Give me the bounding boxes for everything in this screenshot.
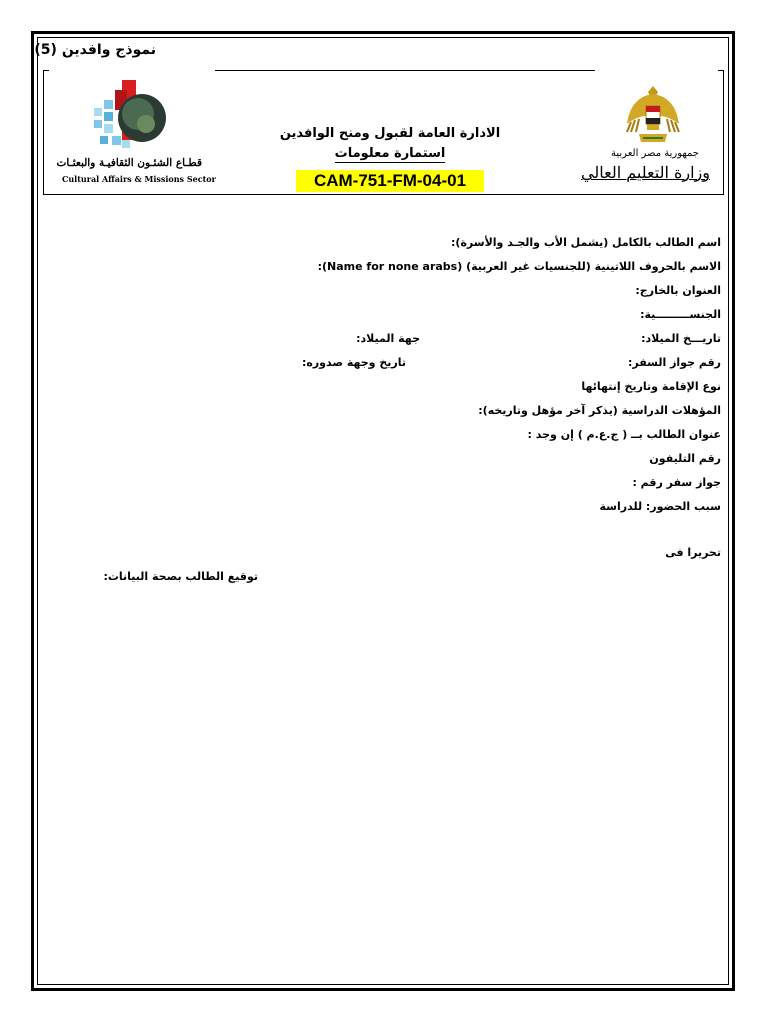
- ministry-name-arabic: وزارة التعليم العالي: [581, 163, 710, 182]
- header-corner-left: [43, 70, 49, 71]
- field-issue-date-place: تاريخ وجهة صدوره:: [301, 356, 406, 369]
- field-passport-no: رقم جواز السفر:: [627, 356, 721, 369]
- form-title: [300, 146, 480, 161]
- field-passport-number: جواز سفر رقم :: [632, 476, 721, 489]
- field-qualifications: المؤهلات الدراسية (يذكر آخر مؤهل وتاريخه):: [478, 404, 721, 417]
- field-written-on: تحريرا فى: [665, 546, 721, 559]
- field-latin-name: الاسم بالحروف اللاتينية (للجنسيات غير العربية) (Name for none arabs):: [317, 260, 721, 273]
- field-reason: سبب الحضور: للدراسة: [599, 500, 721, 513]
- country-name-arabic: جمهورية مصر العربية: [611, 148, 699, 159]
- field-residence-type: نوع الإقامة وتاريخ إنتهائها: [581, 380, 721, 393]
- sector-name-arabic: قطـاع الشئـون الثقافيـة والبعثـات: [56, 157, 202, 169]
- field-student-address: عنوان الطالب بــ ( ج.ع.م ) إن وجد :: [527, 428, 721, 441]
- field-signature: توقيع الطالب بصحة البيانات:: [103, 570, 258, 583]
- field-phone: رقم التليفون: [649, 452, 721, 465]
- field-birth-date: تاريـــخ الميلاد:: [641, 332, 721, 345]
- form-code: CAM-751-FM-04-01: [296, 170, 484, 192]
- header-corner-right: [718, 70, 724, 71]
- egypt-eagle-icon: [625, 82, 681, 148]
- field-full-name: اسم الطالب بالكامل (يشمل الأب والجـد والأسرة):: [451, 236, 721, 249]
- sector-name-english: Cultural Affairs & Missions Sector: [62, 174, 216, 184]
- field-address-abroad: العنوان بالخارج:: [635, 284, 721, 297]
- department-title: الادارة العامة لقبول ومنح الوافدين: [279, 126, 501, 141]
- form-title-text: استمارة معلومات: [334, 146, 446, 161]
- cultural-affairs-logo-icon: [56, 78, 216, 188]
- field-nationality: الجنســـــــــية:: [640, 308, 721, 321]
- header-top-divider: [215, 70, 595, 71]
- form-number-label: نموذج وافدين (5): [34, 42, 156, 58]
- field-birth-place: جهة الميلاد:: [356, 332, 420, 345]
